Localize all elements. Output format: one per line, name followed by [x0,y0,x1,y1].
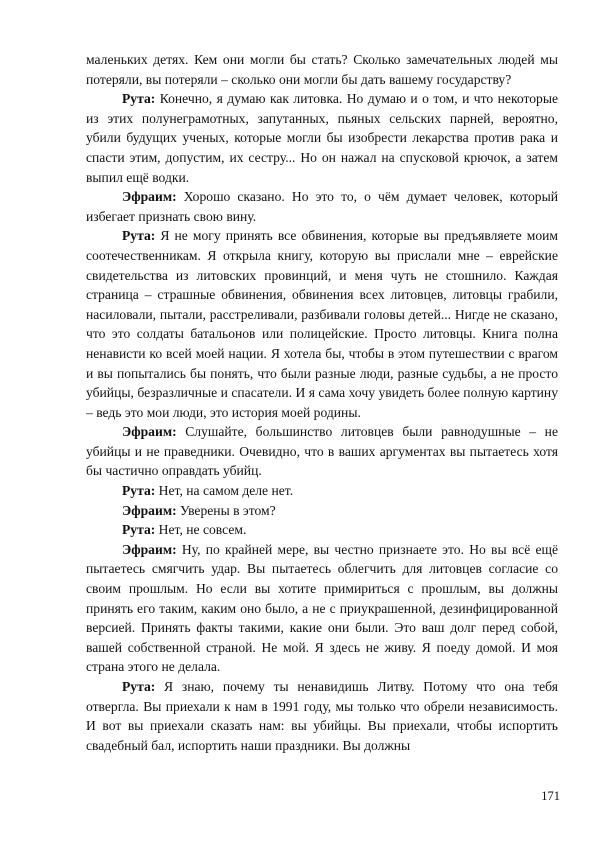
speaker-name: Рута: [122,522,156,538]
dialogue-text-line: Уверены в этом? [176,502,276,518]
page-number: 171 [541,789,560,803]
paragraph-continuation [86,50,558,89]
speaker-name: Эфраим: [122,502,177,518]
paragraph-text: маленьких детях. Кем они могли бы стать? Сколько замечательных людей мы потеряли, вы потеряли – сколько они могли бы дать вашему государству? [86,52,558,87]
dialogue-line [86,540,558,677]
speaker-name: Рута: [122,91,156,107]
speaker-name: Рута: [122,228,156,244]
dialogue-text-line: Хорошо сказано. Но это то, о чём думает человек, который избегает признать свою вину. [86,189,558,224]
dialogue-text-line: Нет, не совсем. [155,522,247,538]
dialogue-line [86,226,558,422]
dialogue-line [86,187,558,226]
speaker-name: Эфраим: [122,189,177,205]
dialogue-text [86,50,558,755]
dialogue-text-line: Слушайте, большинство литовцев были равнодушные – не убийцы и не праведники. Очевидно, что в ваших аргументах вы пытаетесь хотя бы частично оправдать убийц. [86,424,558,479]
speaker-name: Рута: [122,679,156,694]
dialogue-text-line: Я не могу принять все обвинения, которые вы предъявляете моим соотечественникам. Я открыла книгу, которую вы прислали мне – еврейские свидетельства из литовских провинций, и меня чуть не стошнило. Каждая страница – страшные обвинения, обвинения всех литовцев, литовцы грабили, насиловали, пытали, расстреливали, разбивали головы детей... Нигде не сказано, что это солдаты батальонов или полицейские. Просто литовцы. Книга полна ненависти ко всей моей нации. Я хотела бы, чтобы в этом путешествии с врагом и вы попытались бы понять, что были разные люди, разные судьбы, а не просто убийцы, безразличные и спасатели. И я сама хочу увидеть более полную картину – ведь это мои люди, это история моей родины. [86,228,558,420]
dialogue-line [86,422,558,481]
dialogue-text-line: Ну, по крайней мере, вы честно признаете это. Но вы всё ещё пытаетесь смягчить удар. Вы пытаетесь облегчить для литовцев согласие со своим прошлым. Но если вы хотите примириться с прошлым, вы должны принять его таким, каким оно было, а не с приукрашенной, дезинфицированной версией. Принять факты такими, какие они были. Это ваш долг перед собой, вашей собственной страной. Не мой. Я здесь не живу. Я поеду домой. И моя страна этого не делала. [86,541,558,675]
speaker-name: Рута: [122,483,156,499]
dialogue-text-line: Конечно, я думаю как литовка. Но думаю и о том, и что некоторые из этих полунеграмотных, запутанных, пьяных сельских парней, вероятно, убили будущих ученых, которые могли бы изобрести лекарства против рака и спасти этим, допустим, их сестру... Но он нажал на спусковой крючок, а затем выпил ещё водки. [86,91,558,185]
dialogue-line [86,89,558,187]
dialogue-text-line: Нет, на самом деле нет. [155,483,294,499]
speaker-name: Эфраим: [122,424,177,440]
dialogue-line [86,481,558,501]
dialogue-line [86,677,558,755]
dialogue-text-line: Я знаю, почему ты ненавидишь Литву. Потому что она тебя отвергла. Вы приехали к нам в 1991 году, мы только что обрели независимость. И вот вы приехали сказать нам: вы убийцы. Вы приехали, чтобы испортить свадебный бал, испортить наши праздники. Вы должны [86,679,558,753]
dialogue-line [86,501,558,521]
speaker-name: Эфраим: [122,541,177,557]
dialogue-line [86,520,558,540]
